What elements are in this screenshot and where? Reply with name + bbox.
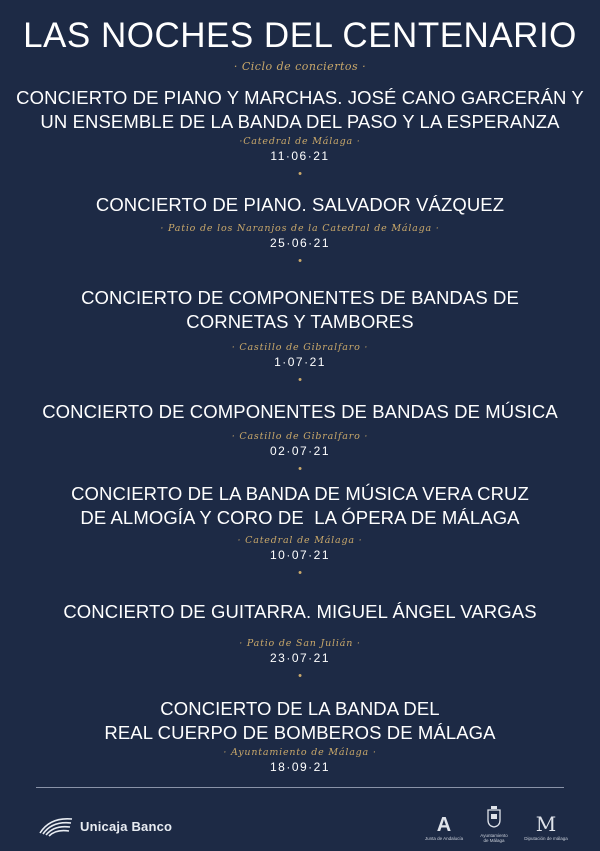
event-title: CONCIERTO DE COMPONENTES DE BANDAS DE CORNETAS Y TAMBORES (81, 287, 519, 332)
event-date: 25·06·21 (269, 236, 331, 250)
event-title: CONCIERTO DE LA BANDA DEL REAL CUERPO DE BOMBEROS DE MÁLAGA (104, 698, 496, 743)
institution-label: Junta de Andalucía (424, 836, 464, 841)
separator-dot: • (298, 374, 302, 386)
institution-junta (424, 806, 464, 841)
institution-label: Ayuntamiento de Málaga (480, 833, 508, 843)
event-7 (0, 697, 600, 774)
coat-of-arms-icon (487, 806, 501, 828)
unicaja-icon (38, 815, 74, 837)
sponsor-logo (38, 812, 172, 840)
poster-title: LAS NOCHES DEL CENTENARIO (23, 16, 577, 55)
event-date: 23·07·21 (269, 651, 331, 665)
separator-dot: • (298, 255, 302, 267)
event-title: CONCIERTO DE GUITARRA. MIGUEL ÁNGEL VARGAS (63, 601, 537, 622)
event-title: CONCIERTO DE PIANO. SALVADOR VÁZQUEZ (95, 194, 505, 215)
event-4 (0, 400, 600, 475)
event-date: 1·07·21 (274, 355, 326, 369)
event-date: 11·06·21 (270, 149, 330, 163)
footer-divider (36, 787, 564, 788)
event-venue: · Castillo de Gibralfaro · (231, 431, 369, 442)
event-venue: · Patio de los Naranjos de la Catedral de Málaga · (160, 223, 440, 234)
event-venue: · Castillo de Gibralfaro · (231, 342, 369, 353)
event-venue: · Catedral de Málaga · (237, 535, 363, 546)
event-venue: · Patio de San Julián · (239, 638, 361, 649)
event-venue: · Ayuntamiento de Málaga · (223, 747, 377, 758)
institution-ayuntamiento (474, 806, 514, 843)
separator-dot: • (298, 670, 302, 682)
institution-diputacion (522, 806, 570, 841)
event-5 (0, 482, 600, 579)
poster-subtitle: · Ciclo de conciertos · (233, 60, 367, 73)
diputacion-logo-icon: M (535, 812, 557, 836)
event-title: CONCIERTO DE LA BANDA DE MÚSICA VERA CRUZ DE ALMOGÍA Y CORO DE LA ÓPERA DE MÁLAGA (71, 483, 529, 528)
event-venue: ·Catedral de Málaga · (239, 136, 361, 147)
event-date: 18·09·21 (269, 760, 331, 774)
event-date: 02·07·21 (269, 444, 331, 458)
event-date: 10·07·21 (269, 548, 331, 562)
event-title: CONCIERTO DE COMPONENTES DE BANDAS DE MÚSICA (42, 401, 558, 422)
separator-dot: • (298, 463, 302, 475)
event-1 (0, 86, 600, 180)
junta-logo-icon: A (436, 814, 452, 836)
institution-label: Diputación de málaga (524, 836, 568, 841)
event-title: CONCIERTO DE PIANO Y MARCHAS. JOSÉ CANO GARCERÁN Y UN ENSEMBLE DE LA BANDA DEL PASO Y LA ESPERANZA (16, 87, 584, 132)
separator-dot: • (298, 567, 302, 579)
sponsor-name: Unicaja Banco (80, 818, 173, 834)
event-2 (0, 193, 600, 267)
event-3 (0, 286, 600, 386)
separator-dot: • (298, 168, 302, 180)
event-6 (0, 600, 600, 682)
